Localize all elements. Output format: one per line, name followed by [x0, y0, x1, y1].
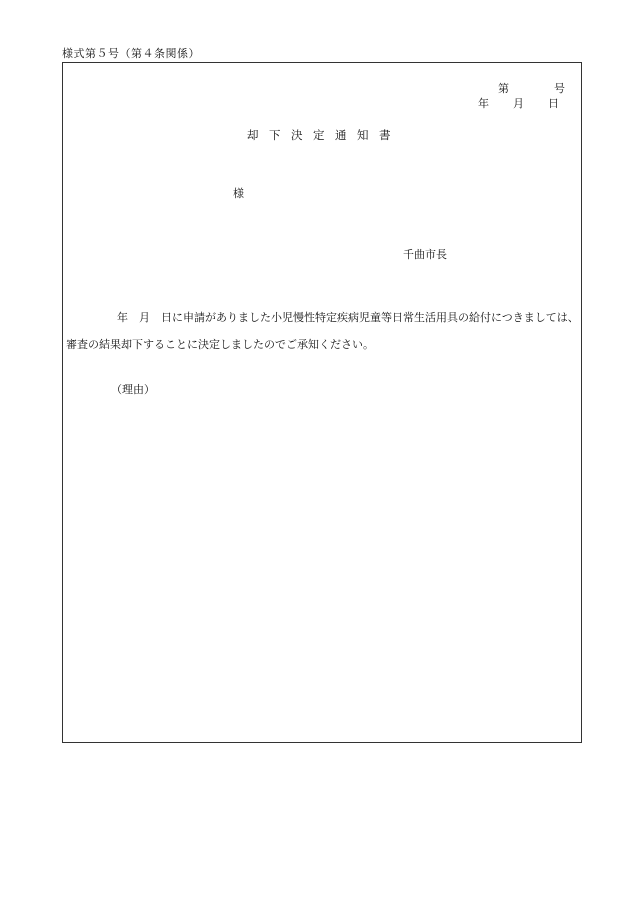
reason-label: （理由） [111, 383, 155, 396]
document-title: 却下決定通知書 [247, 128, 401, 142]
document-date-line [478, 95, 559, 111]
document-number-prefix: 第 [498, 82, 509, 95]
addressee-suffix: 様 [233, 187, 244, 200]
issuer-name: 千曲市長 [403, 248, 447, 261]
date-year: 年 [478, 97, 489, 110]
notice-frame [62, 62, 582, 743]
date-day: 日 [548, 97, 559, 110]
date-month: 月 [513, 97, 524, 110]
notice-body-text: 年 月 日に申請がありました小児慢性特定疾病児童等日常生活用具の給付につきましては、審査の結果却下することに決定しましたのでご承知ください。 [66, 311, 579, 351]
form-number-label: 様式第５号（第４条関係） [62, 47, 200, 60]
document-number-line [498, 80, 565, 96]
document-number-suffix: 号 [554, 82, 565, 95]
